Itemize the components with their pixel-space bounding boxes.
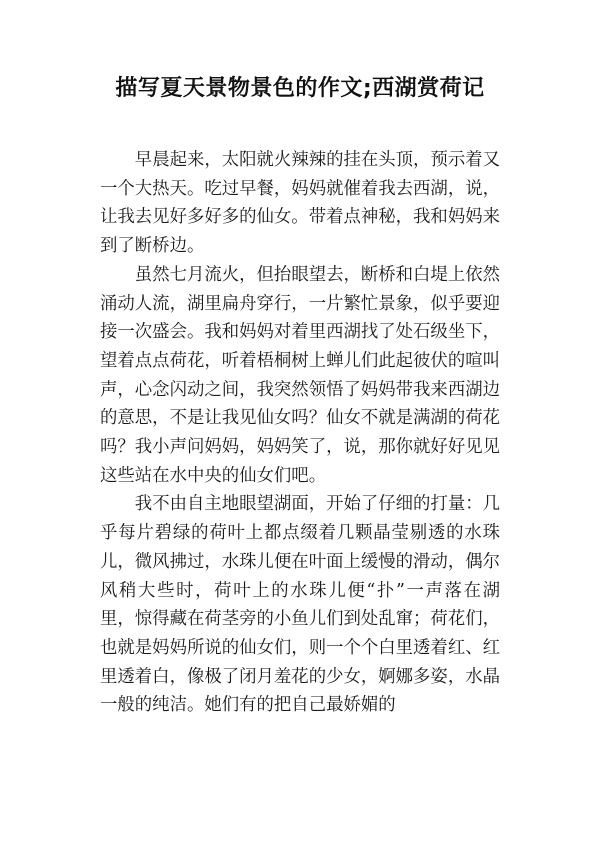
paragraph-1: 早晨起来，太阳就火辣辣的挂在头顶，预示着又一个大热天。吃过早餐，妈妈就催着我去西湖，说，让我去见好多好多的仙女。带着点神秘，我和妈妈来到了断桥边。 <box>100 150 501 257</box>
paragraph-2: 虽然七月流火，但抬眼望去，断桥和白堤上依然涌动人流，湖里扁舟穿行，一片繁忙景象，似乎要迎接一次盛会。我和妈妈对着里西湖找了处石级坐下，望着点点荷花，听着梧桐树上蝉儿们此起彼伏的喧叫声，心念闪动之间，我突然领悟了妈妈带我来西湖边的意思，不是让我见仙女吗？仙女不就是满湖的荷花吗？我小声问妈妈，妈妈笑了，说，那你就好好见见这些站在水中央的仙女们吧。 <box>100 264 501 486</box>
document-title: 描写夏天景物景色的作文;西湖赏荷记 <box>115 76 485 101</box>
document-body <box>100 146 500 720</box>
paragraph-3: 我不由自主地眼望湖面，开始了仔细的打量：几乎每片碧绿的荷叶上都点缀着几颗晶莹剔透的水珠儿，微风拂过，水珠儿便在叶面上缓慢的滑动，偶尔风稍大些时，荷叶上的水珠儿便“扑”一声落在湖里，惊得藏在荷茎旁的小鱼儿们到处乱窜；荷花们，也就是妈妈所说的仙女们，则一个个白里透着红、红里透着白，像极了闭月羞花的少女，婀娜多姿，水晶一般的纯洁。她们有的把自己最娇媚的 <box>100 494 501 716</box>
